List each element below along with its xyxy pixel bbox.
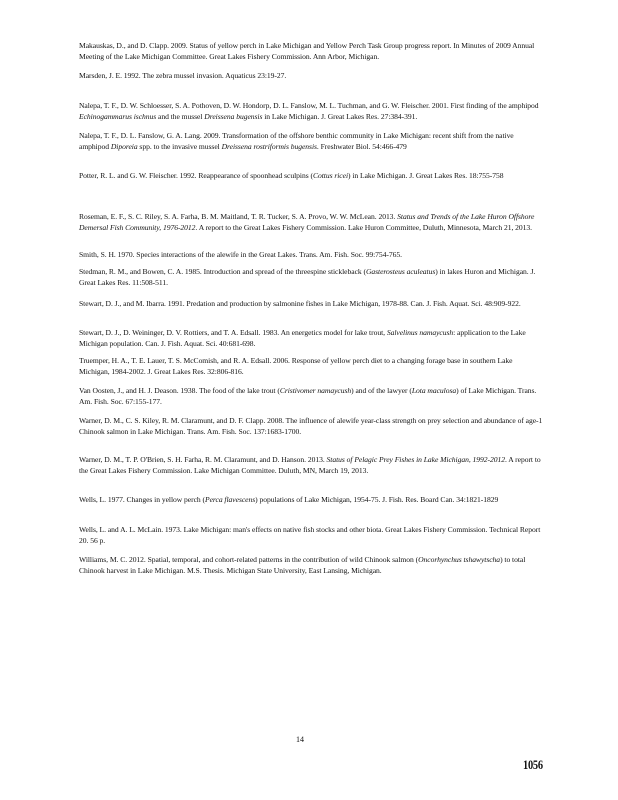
bates-number: 1056 — [523, 757, 543, 772]
reference-text: Stedman, R. M., and Bowen, C. A. 1985. Introduction and spread of the threespine stickleback ( — [79, 267, 366, 276]
reference-text: Stewart, D. J., and M. Ibarra. 1991. Predation and production by salmonine fishes in Lake Michigan, 1978-88. Can. J. Fish. Aquat. Sci. 48:909-922. — [79, 299, 521, 308]
reference-italic-text: Cottus ricei — [312, 171, 349, 180]
reference-italic-text: Status and Trends of the Lake Huron Offshore Demersal Fish Community, 1976-2012 — [79, 212, 535, 233]
reference-italic-text: Cristivomer namaycush — [279, 386, 352, 395]
reference-text: Potter, R. L. and G. W. Fleischer. 1992. Reappearance of spoonhead sculpins ( — [79, 171, 313, 180]
reference-entry — [79, 355, 544, 378]
reference-text: Roseman, E. F., S. C. Riley, S. A. Farha, B. M. Maitland, T. R. Tucker, S. A. Provo, W. W. McLean. 2013. — [79, 212, 398, 221]
reference-entry — [79, 170, 544, 181]
reference-italic-text: Dreissena rostriformis bugensis — [221, 142, 317, 152]
reference-text: ) to total Chinook harvest in Lake Michigan. M.S. Thesis. Michigan State University, East Lansing, Michigan. — [79, 555, 526, 576]
reference-text: ) in Lake Michigan. J. Great Lakes Res. 18:755-758 — [348, 171, 504, 180]
reference-text: ) populations of Lake Michigan, 1954-75. J. Fish. Res. Board Can. 34:1821-1829 — [255, 495, 499, 504]
reference-text: . Freshwater Biol. 54:466-479 — [316, 142, 407, 152]
reference-entry — [79, 100, 544, 123]
reference-entry — [79, 415, 544, 438]
reference-italic-text: Salvelinus namaycush — [386, 328, 454, 337]
reference-text: in Lake Michigan. J. Great Lakes Res. 27:384-391. — [262, 112, 418, 122]
reference-text: ) of Lake Michigan. Trans. Am. Fish. Soc. 67:155-177. — [79, 386, 537, 407]
reference-text: Williams, M. C. 2012. Spatial, temporal, and cohort-related patterns in the contribution of wild Chinook salmon ( — [79, 555, 419, 564]
reference-text: Van Oosten, J., and H. J. Deason. 1938. The food of the lake trout ( — [79, 386, 280, 395]
reference-text: Warner, D. M., C. S. Kiley, R. M. Claramunt, and D. F. Clapp. 2008. The influence of alewife year-class strength on prey selection and abundance of age-1 Chinook salmon in Lake Michigan. Trans. Am. Fish. Soc. 137:1683-1700. — [79, 416, 543, 437]
reference-text: and the mussel — [156, 112, 205, 122]
reference-italic-text: Dreissena bugensis — [204, 112, 263, 122]
reference-entry — [79, 524, 544, 547]
reference-italic-text: Lota maculosa — [411, 386, 457, 395]
reference-text: Wells, L. and A. L. McLain. 1973. Lake Michigan: man's effects on native fish stocks and other biota. Great Lakes Fishery Commission. Technical Report 20. 56 p. — [79, 525, 541, 546]
reference-italic-text: Echinogammarus ischnus — [79, 112, 157, 122]
reference-text: Truemper, H. A., T. E. Lauer, T. S. McComish, and R. A. Edsall. 2006. Response of yellow perch diet to a changing forage base in southern Lake Michigan, 1984-2002. J. Great Lakes Res. 32:806-816. — [79, 356, 513, 377]
reference-italic-text: Oncorhynchus tshawytscha — [418, 555, 501, 564]
reference-entry — [79, 298, 544, 309]
reference-italic-text: Gasterosteus aculeatus — [365, 267, 436, 276]
reference-entry — [79, 70, 544, 81]
reference-text: Wells, L. 1977. Changes in yellow perch ( — [79, 495, 205, 504]
reference-entry — [79, 327, 544, 350]
page-number: 14 — [296, 735, 304, 744]
reference-text: Nalepa, T. F., D. W. Schloesser, S. A. Pothoven, D. W. Hondorp, D. L. Fanslow, M. L. Tuchman, and G. W. Fleischer. 2001. First finding of the amphipod — [79, 101, 539, 110]
reference-entry — [79, 385, 544, 408]
reference-entry — [79, 211, 544, 234]
reference-text: Makauskas, D., and D. Clapp. 2009. Status of yellow perch in Lake Michigan and Yellow Perch Task Group progress report. In Minutes of 2009 Annual Meeting of the Lake Michigan Committee. Great Lakes Fishery Commission. Ann Arbor, Michigan. — [79, 41, 535, 62]
reference-text: Smith, S. H. 1970. Species interactions of the alewife in the Great Lakes. Trans. Am. Fish. Soc. 99:754-765. — [79, 250, 402, 259]
reference-italic-text: Diporeia — [110, 142, 138, 152]
reference-text: spp. to the invasive mussel — [137, 142, 222, 152]
reference-italic-text: Perca flavescens — [204, 495, 256, 504]
reference-text: ) and of the lawyer ( — [351, 386, 412, 395]
reference-text: Nalepa, T. F., D. L. Fanslow, G. A. Lang. 2009. Transformation of the offshore benthic community in Lake Michigan: recent shift from the native amphipod — [79, 131, 514, 152]
reference-entry — [79, 130, 544, 153]
reference-text: . A report to the Great Lakes Fishery Commission. Lake Huron Committee, Duluth, Minnesota, March 21, 2013. — [195, 223, 533, 233]
reference-entry — [79, 266, 544, 289]
reference-text: Marsden, J. E. 1992. The zebra mussel invasion. Aquaticus 23:19-27. — [79, 71, 287, 80]
reference-italic-text: Status of Pelagic Prey Fishes in Lake Michigan, 1992-2012 — [326, 455, 506, 464]
reference-text: Warner, D. M., T. P. O'Brien, S. H. Farha, R. M. Claramunt, and D. Hanson. 2013. — [79, 455, 327, 464]
reference-entry — [79, 249, 544, 260]
reference-text: . A report to the Great Lakes Fishery Commission. Lake Michigan Committee. Duluth, MN, March 19, 2013. — [79, 455, 541, 476]
reference-text: Stewart, D. J., D. Weininger, D. V. Rottiers, and T. A. Edsall. 1983. An energetics model for lake trout, — [79, 328, 387, 337]
reference-entry — [79, 554, 544, 577]
reference-text: ) in lakes Huron and Michigan. J. Great Lakes Res. 11:508-511. — [79, 267, 536, 288]
reference-entry — [79, 494, 544, 505]
reference-entry — [79, 454, 544, 477]
reference-entry — [79, 40, 544, 63]
reference-text: : application to the Lake Michigan population. Can. J. Fish. Aquat. Sci. 40:681-698. — [79, 328, 526, 349]
